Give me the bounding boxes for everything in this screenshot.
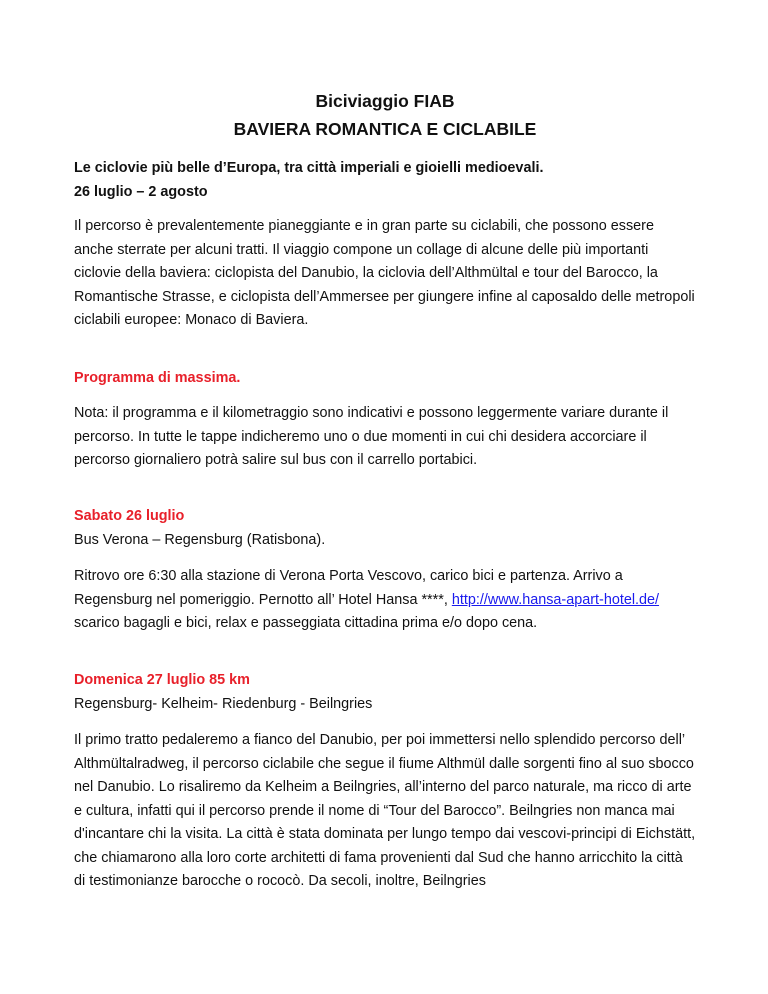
day1-paragraph (74, 565, 696, 636)
program-heading: Programma di massima. (74, 370, 241, 386)
day1-text-before: Ritrovo ore 6:30 alla stazione di Verona Porta Vescovo, carico bici e partenza. Arrivo a Regensburg nel pomeriggio. Pernotto all’ Hotel Hansa ****, (74, 568, 623, 608)
hotel-hansa-link[interactable]: http://www.hansa-apart-hotel.de/ (451, 591, 660, 608)
day1-heading: Sabato 26 luglio (74, 508, 185, 524)
tagline-line-1: Le ciclovie più belle d’Europa, tra città imperiali e gioielli medioevali. (74, 160, 544, 176)
day1-text-after: scarico bagagli e bici, relax e passeggiata cittadina prima e/o dopo cena. (74, 615, 538, 631)
intro-paragraph: Il percorso è prevalentemente pianeggiante e in gran parte su ciclabili, che possono essere anche sterrate per alcuni tratti. Il viaggio compone un collage di alcune delle più importanti ciclovie della baviera: ciclopista del Danubio, la ciclovia dell’Althmültal e tour del Barocco, la Romantische Strasse, e ciclopista dell’Ammersee per giungere infine al caposaldo delle metropoli ciclabili europee: Monaco di Baviera. (74, 218, 695, 328)
day1-section (74, 505, 696, 552)
day2-section (74, 669, 696, 716)
trip-dates: 26 luglio – 2 agosto (74, 183, 208, 200)
day2-paragraph: Il primo tratto pedaleremo a fianco del Danubio, per poi immettersi nello splendido percorso dell’ Althmültalradweg, il percorso ciclabile che segue il fiume Althmül dalle sorgenti fino al suo sbocco nel Danubio. Lo risaliremo da Kelheim a Beilngries, all’interno del parco naturale, ma ricco di arte e cultura, infatti qui il percorso prende il nome di “Tour del Barocco”. Beilngries non manca mai d'incantare chi la visita. La città è stata dominata per lungo tempo dai vescovi-principi di Eichstätt, che chiamarono alla loro corte architetti di fama provenienti dal Sud che hanno arricchito la città di testimonianze barocche o rococò. Da secoli, inoltre, Beilngries (74, 732, 696, 889)
day1-route: Bus Verona – Regensburg (Ratisbona). (74, 531, 326, 548)
note-paragraph: Nota: il programma e il kilometraggio sono indicativi e possono leggermente variare durante il percorso. In tutte le tappe indicheremo uno o due momenti in cui chi desidera accorciare il percorso giornaliero potrà salire sul bus con il carrello portabici. (74, 405, 669, 468)
document-subtitle-heading: BAVIERA ROMANTICA E CICLABILE (233, 119, 537, 139)
day2-route: Regensburg- Kelheim- Riedenburg - Beilngries (74, 695, 373, 712)
tagline (74, 157, 696, 204)
day2-heading: Domenica 27 luglio 85 km (74, 672, 250, 688)
document-title: Biciviaggio FIAB (315, 91, 455, 111)
